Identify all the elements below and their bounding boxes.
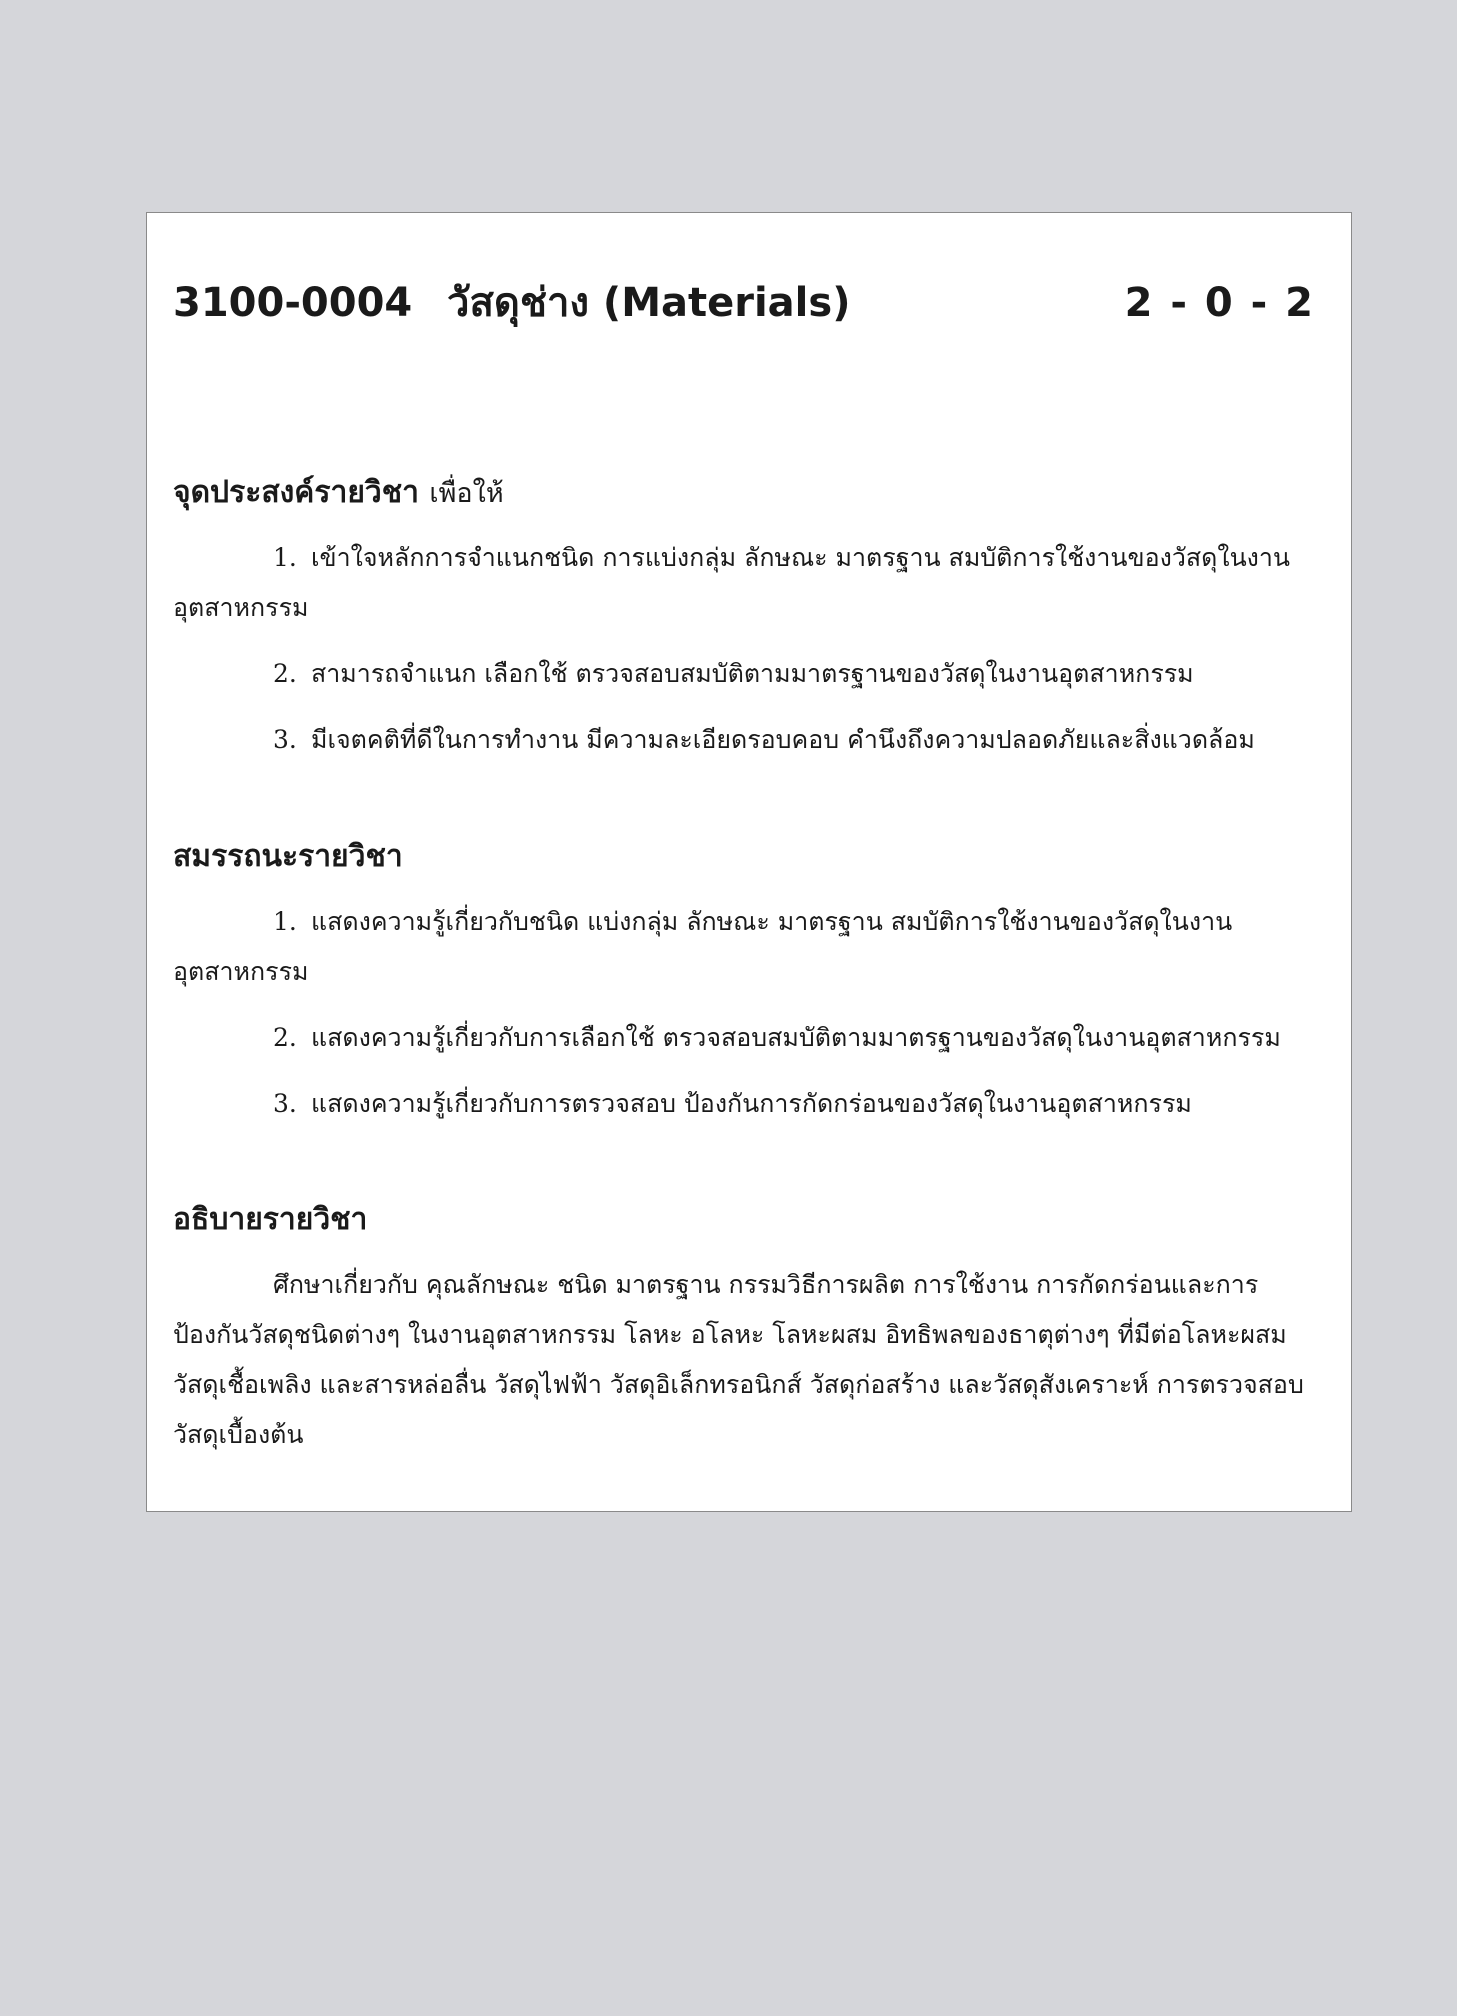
course-card (146, 212, 1352, 1512)
objective-number: 3. (273, 725, 297, 754)
competency-item (173, 897, 1325, 997)
competencies-heading: สมรรถนะรายวิชา (173, 839, 403, 874)
competency-item (173, 1079, 1325, 1129)
competencies-section (173, 835, 1325, 1129)
objective-text: สามารถจำแนก เลือกใช้ ตรวจสอบสมบัติตามมาตรฐานของวัสดุในงานอุตสาหกรรม (311, 659, 1194, 688)
competency-number: 1. (273, 907, 297, 936)
competencies-list (173, 897, 1325, 1129)
objective-text: มีเจตคติที่ดีในการทำงาน มีความละเอียดรอบคอบ คำนึงถึงความปลอดภัยและสิ่งแวดล้อม (311, 725, 1255, 754)
competency-text: แสดงความรู้เกี่ยวกับการเลือกใช้ ตรวจสอบสมบัติตามมาตรฐานของวัสดุในงานอุตสาหกรรม (311, 1023, 1281, 1052)
objectives-heading-text: จุดประสงค์รายวิชา (173, 475, 419, 510)
course-credits: 2 - 0 - 2 (1124, 280, 1315, 326)
course-code: 3100-0004 (173, 280, 413, 326)
objectives-list (173, 533, 1325, 765)
competency-text: แสดงความรู้เกี่ยวกับการตรวจสอบ ป้องกันการกัดกร่อนของวัสดุในงานอุตสาหกรรม (311, 1089, 1192, 1118)
objectives-heading-suffix: เพื่อให้ (429, 478, 504, 509)
objectives-section (173, 471, 1325, 765)
objective-item (173, 649, 1325, 699)
description-body (173, 1260, 1325, 1460)
objective-text: เข้าใจหลักการจำแนกชนิด การแบ่งกลุ่ม ลักษณะ มาตรฐาน สมบัติการใช้งานของวัสดุในงานอุตสาหกรรม (173, 543, 1290, 622)
course-title: วัสดุช่าง (Materials) (447, 280, 851, 326)
description-section (173, 1198, 1325, 1460)
competency-number: 2. (273, 1023, 297, 1052)
course-header (173, 275, 1315, 331)
objective-item (173, 533, 1325, 633)
objectives-heading (173, 471, 1325, 515)
competency-number: 3. (273, 1089, 297, 1118)
description-text: ศึกษาเกี่ยวกับ คุณลักษณะ ชนิด มาตรฐาน กรรมวิธีการผลิต การใช้งาน การกัดกร่อนและการป้องกันวัสดุชนิดต่างๆ ในงานอุตสาหกรรม โลหะ อโลหะ โลหะผสม อิทธิพลของธาตุต่างๆ ที่มีต่อโลหะผสม วัสดุเชื้อเพลิง และสารหล่อลื่น วัสดุไฟฟ้า วัสดุอิเล็กทรอนิกส์ วัสดุก่อสร้าง และวัสดุสังเคราะห์ การตรวจสอบวัสดุเบื้องต้น (173, 1270, 1304, 1449)
description-heading: อธิบายรายวิชา (173, 1202, 368, 1237)
objective-number: 1. (273, 543, 297, 572)
competency-text: แสดงความรู้เกี่ยวกับชนิด แบ่งกลุ่ม ลักษณะ มาตรฐาน สมบัติการใช้งานของวัสดุในงานอุตสาหกรรม (173, 907, 1233, 986)
objective-number: 2. (273, 659, 297, 688)
objective-item (173, 715, 1325, 765)
competency-item (173, 1013, 1325, 1063)
